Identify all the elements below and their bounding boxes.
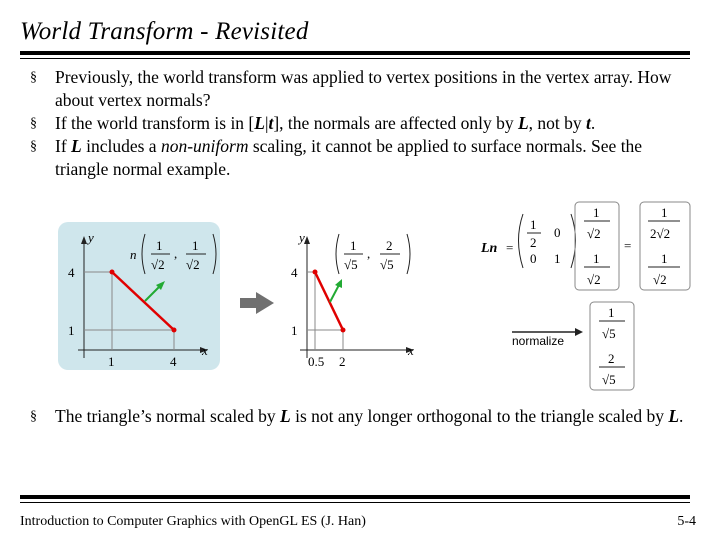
left-tick-y-4: 4 (68, 265, 75, 280)
matrix-d: 1 (554, 251, 561, 266)
mid-vec-comma: , (367, 246, 371, 261)
page-number: 5-4 (677, 514, 696, 529)
vec2-den-2: √2 (653, 272, 667, 287)
left-tick-y-1: 1 (68, 323, 75, 338)
footer-rule-thick (20, 495, 690, 499)
vec1-den-1: √2 (587, 226, 601, 241)
mid-triangle-edge (315, 272, 343, 330)
bullet-marker: § (30, 70, 37, 85)
footer-text: Introduction to Computer Graphics with OpenGL ES (J. Han) (20, 514, 366, 529)
mid-vec-num-2: 2 (386, 238, 393, 253)
text-run: L (668, 406, 680, 426)
normalize-label: normalize (512, 334, 565, 348)
text-run: The triangle’s normal scaled by (55, 406, 280, 426)
vec2-num-2: 1 (661, 251, 668, 266)
slide-title: World Transform - Revisited (20, 18, 309, 45)
mid-vec-den-1: √5 (344, 257, 358, 272)
text-run: . (590, 113, 596, 133)
text-run: is not any longer orthogonal to the triangle scaled by (290, 406, 669, 426)
bullet-marker: § (30, 116, 37, 131)
text-run: | (264, 113, 269, 133)
mid-vec-num-1: 1 (350, 238, 357, 253)
transform-arrow-head (256, 292, 274, 314)
vec3-num-1: 1 (608, 305, 615, 320)
matrix-den-a: 2 (530, 235, 537, 250)
mid-y-arrow (304, 236, 310, 244)
bottom-bullet (30, 405, 690, 428)
bullet-marker: § (30, 409, 37, 424)
vec-equals: = (624, 238, 632, 253)
text-run: , not by (528, 113, 587, 133)
vec2-num-1: 1 (661, 205, 668, 220)
vec3-den-2: √5 (602, 372, 616, 387)
left-tick-x-1: 1 (108, 354, 115, 369)
vec3-den-1: √5 (602, 326, 616, 341)
mid-axis-x-label: x (408, 343, 414, 358)
text-run: If (55, 136, 72, 156)
left-vertex-bottom (172, 328, 177, 333)
mid-axis-y-label: y (299, 230, 305, 245)
left-vec-num-2: 1 (192, 238, 199, 253)
left-vec-den-2: √2 (186, 257, 200, 272)
left-axis-y-label: y (88, 230, 94, 245)
vec1-num-1: 1 (593, 205, 600, 220)
text-run: L (254, 113, 265, 133)
bottom-bullet-text (55, 406, 683, 426)
ln-equals: = (506, 240, 514, 255)
text-run: L (517, 113, 529, 133)
left-vertex-top (110, 270, 115, 275)
text-run: t (586, 113, 591, 133)
text-run: includes a (81, 136, 161, 156)
matrix-num-a: 1 (530, 217, 537, 232)
mid-vertex-top (313, 270, 318, 275)
left-tick-x-4: 4 (170, 354, 177, 369)
text-run: scaling, it cannot be applied to surface normals. See the triangle normal example. (55, 136, 643, 179)
text-run: . (679, 406, 684, 426)
mid-vec-paren-close (407, 234, 410, 274)
matrix-b: 0 (554, 225, 561, 240)
mid-tick-y-1: 1 (291, 323, 298, 338)
text-run: Previously, the world transform was applied to vertex positions in the vertex array. How about vertex normals? (55, 67, 672, 110)
bullet-marker: § (30, 139, 37, 154)
left-axis-x-label: x (202, 343, 208, 358)
mid-vertex-bottom (341, 328, 346, 333)
left-normal-label: n (130, 247, 137, 262)
footer-rule-thin (20, 502, 690, 503)
matrix-c: 0 (530, 251, 537, 266)
matrix-paren-open (519, 214, 524, 268)
text-run: L (71, 136, 82, 156)
text-run: t (268, 113, 274, 133)
left-vec-comma: , (174, 246, 178, 261)
vec1-num-2: 1 (593, 251, 600, 266)
mid-tick-y-4: 4 (291, 265, 298, 280)
text-run: ], the normals are affected only by (273, 113, 518, 133)
ln-label: Ln (481, 241, 498, 256)
mid-vec-paren-open (336, 234, 339, 274)
mid-tick-x-2: 2 (339, 354, 346, 369)
normalize-arrowhead (575, 328, 583, 336)
mid-tick-x-05: 0.5 (308, 354, 325, 369)
vec2-den-1: 2√2 (650, 226, 671, 241)
left-vec-den-1: √2 (151, 257, 165, 272)
left-vec-num-1: 1 (156, 238, 163, 253)
transform-arrow-body (240, 298, 258, 308)
vec3-num-2: 2 (608, 351, 615, 366)
mid-vec-den-2: √5 (380, 257, 394, 272)
text-run: If the world transform is in [ (55, 113, 255, 133)
vec1-den-2: √2 (587, 272, 601, 287)
text-run: L (280, 406, 291, 426)
text-run: non-uniform (160, 136, 249, 156)
